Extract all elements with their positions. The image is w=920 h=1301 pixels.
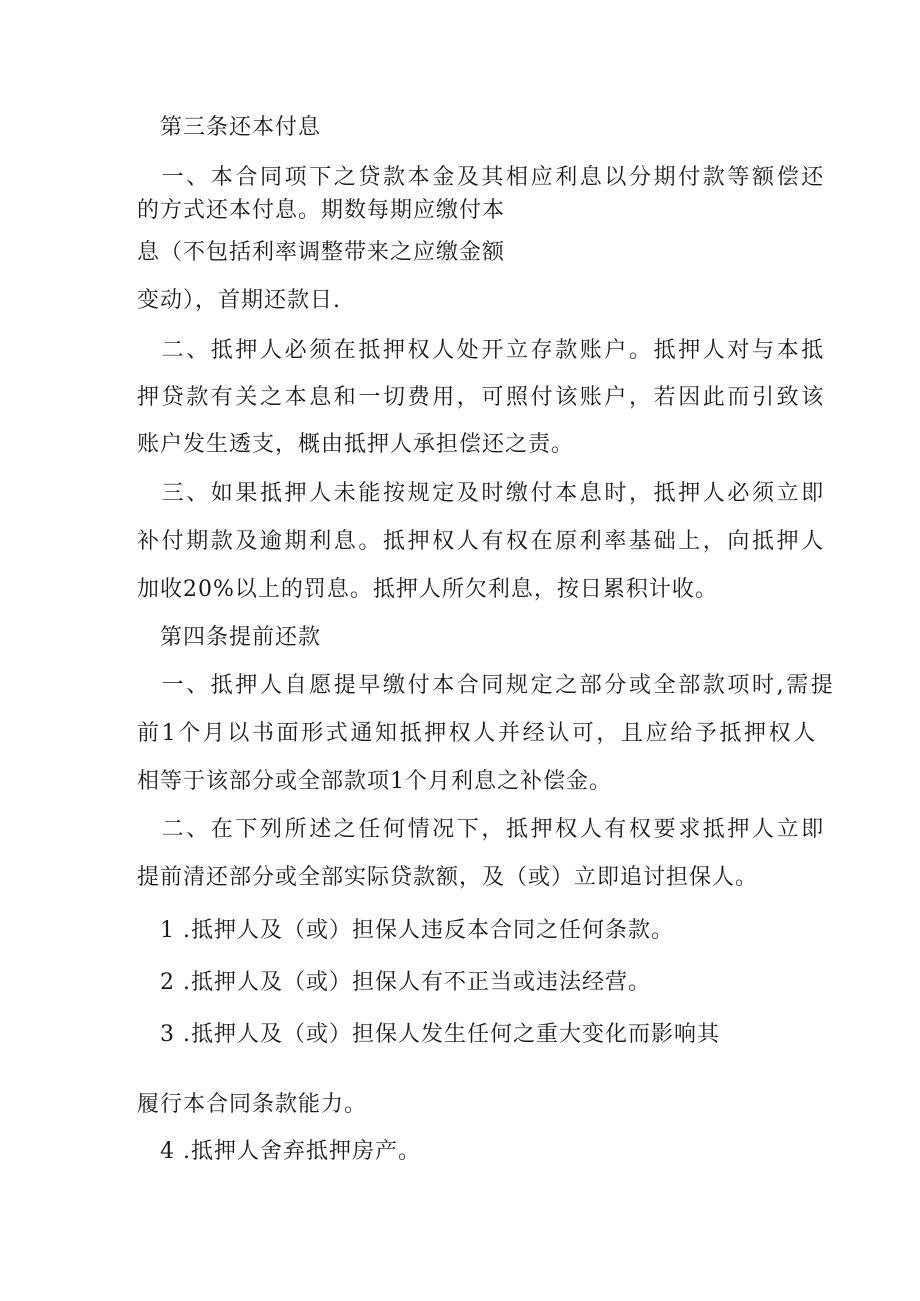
paragraph-line: 提前清还部分或全部实际贷款额，及（或）立即追讨担保人。	[137, 865, 759, 890]
paragraph-line: 三、如果抵押人未能按规定及时缴付本息时，抵押人必须立即	[137, 481, 826, 506]
paragraph-line: 一、本合同项下之贷款本金及其相应利息以分期付款等额偿还	[137, 165, 826, 190]
paragraph-line: 前1个月以书面形式通知抵押权人并经认可，且应给予抵押权人	[137, 721, 818, 746]
paragraph-line: 补付期款及逾期利息。抵押权人有权在原利率基础上，向抵押人	[137, 529, 826, 554]
paragraph-line: 押贷款有关之本息和一切费用，可照付该账户，若因此而引致该	[137, 385, 826, 410]
paragraph-line: 相等于该部分或全部款项1个月利息之补偿金。	[137, 769, 612, 794]
paragraph-line: 履行本合同条款能力。	[137, 1092, 368, 1117]
list-item: 3 .抵押人及（或）担保人发生任何之重大变化而影响其	[137, 1022, 720, 1047]
paragraph-line: 加收20%以上的罚息。抵押人所欠利息，按日累积计收。	[137, 577, 718, 602]
list-item: 4 .抵押人舍弃抵押房产。	[137, 1139, 421, 1164]
list-item: 2 .抵押人及（或）担保人有不正当或违法经营。	[137, 970, 651, 995]
paragraph-line: 变动），首期还款日.	[137, 288, 341, 313]
list-item: 1 .抵押人及（或）担保人违反本合同之任何条款。	[137, 918, 674, 943]
article-4-heading: 第四条提前还款	[137, 625, 322, 650]
paragraph-line: 的方式还本付息。期数每期应缴付本	[137, 198, 506, 223]
paragraph-line: 息（不包括利率调整带来之应缴金额	[137, 240, 506, 265]
article-3-heading: 第三条还本付息	[137, 115, 322, 140]
paragraph-line: 账户发生透支，概由抵押人承担偿还之责。	[137, 432, 575, 457]
paragraph-line: 一、抵押人自愿提早缴付本合同规定之部分或全部款项时,需提	[137, 673, 836, 698]
paragraph-line: 二、在下列所述之任何情况下，抵押权人有权要求抵押人立即	[137, 817, 826, 842]
paragraph-line: 二、抵押人必须在抵押权人处开立存款账户。抵押人对与本抵	[137, 338, 826, 363]
